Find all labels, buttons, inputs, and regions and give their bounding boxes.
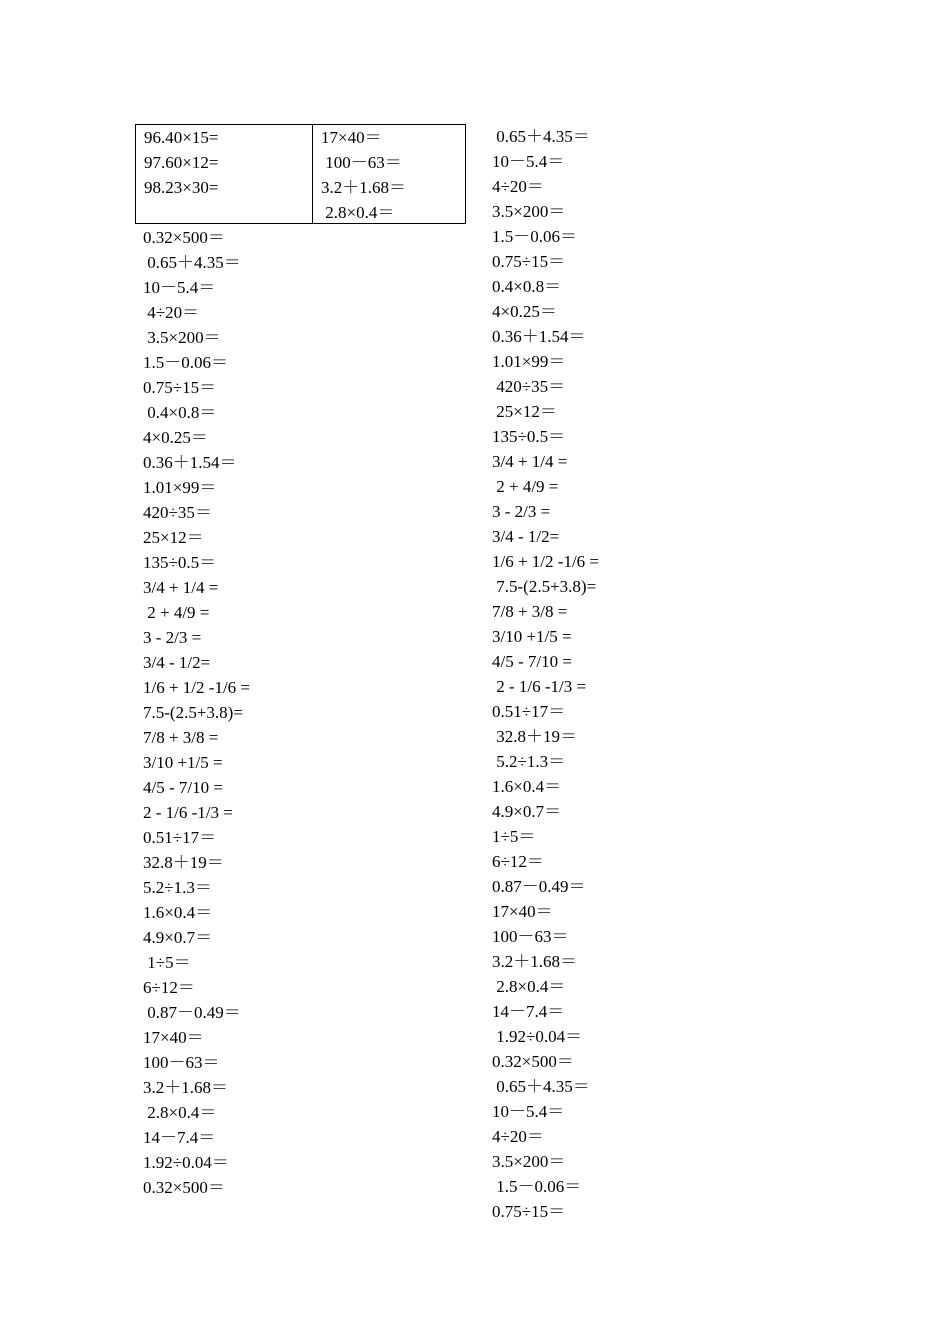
problem-line: 4×0.25＝ (492, 302, 557, 321)
problem-line: 4/5 - 7/10 = (143, 778, 223, 797)
problem-line: 4.9×0.7＝ (143, 928, 213, 947)
problem-line: 0.4×0.8＝ (143, 403, 217, 422)
problem-line: 3 - 2/3 = (492, 502, 551, 521)
problem-line: 0.75÷15＝ (492, 1202, 566, 1221)
problem-line: 2 + 4/9 = (492, 477, 559, 496)
problem-line: 3/4 - 1/2= (492, 527, 560, 546)
problem-line: 1÷5＝ (492, 827, 536, 846)
problem-line: 97.60×12= (144, 153, 219, 172)
problem-line: 25×12＝ (143, 528, 204, 547)
problem-line: 10－5.4＝ (492, 152, 565, 171)
problem-line: 7.5-(2.5+3.8)= (492, 577, 597, 596)
problem-line: 0.75÷15＝ (143, 378, 217, 397)
problem-table (135, 124, 466, 224)
problem-line: 3.5×200＝ (492, 1152, 566, 1171)
problem-line: 3/4 + 1/4 = (492, 452, 568, 471)
problem-line: 32.8＋19＝ (492, 727, 577, 746)
problem-line: 1÷5＝ (143, 953, 191, 972)
problem-line: 0.32×500＝ (143, 228, 225, 247)
problem-line: 2.8×0.4＝ (492, 977, 566, 996)
problem-line: 0.65＋4.35＝ (492, 127, 590, 146)
problem-line: 5.2÷1.3＝ (492, 752, 566, 771)
problem-line: 1/6 + 1/2 -1/6 = (143, 678, 251, 697)
table-right-cell (321, 125, 406, 225)
problem-line: 6÷12＝ (492, 852, 544, 871)
problem-line: 0.87－0.49＝ (143, 1003, 241, 1022)
problem-line: 5.2÷1.3＝ (143, 878, 212, 897)
table-left-cell (144, 125, 218, 200)
problem-line: 100－63＝ (143, 1053, 220, 1072)
problem-line: 7/8 + 3/8 = (143, 728, 219, 747)
problem-line: 7/8 + 3/8 = (492, 602, 568, 621)
problem-line: 1.6×0.4＝ (492, 777, 562, 796)
problem-line: 3 - 2/3 = (143, 628, 202, 647)
problem-line: 1.01×99＝ (143, 478, 217, 497)
problem-line: 1.92÷0.04＝ (143, 1153, 229, 1172)
table-divider (312, 125, 313, 223)
problem-line: 420÷35＝ (492, 377, 566, 396)
problem-line: 0.65＋4.35＝ (143, 253, 241, 272)
problem-line: 0.51÷17＝ (492, 702, 566, 721)
problem-line: 3.5×200＝ (143, 328, 221, 347)
problem-line: 4÷20＝ (492, 1127, 544, 1146)
problem-line: 10－5.4＝ (143, 278, 216, 297)
problem-line: 2 - 1/6 -1/3 = (143, 803, 233, 822)
problem-line: 2 + 4/9 = (143, 603, 210, 622)
problem-line: 4/5 - 7/10 = (492, 652, 572, 671)
problem-line: 4÷20＝ (492, 177, 544, 196)
problem-line: 17×40＝ (492, 902, 553, 921)
problem-line: 0.32×500＝ (143, 1178, 225, 1197)
problem-line: 135÷0.5＝ (143, 553, 217, 572)
problem-line: 1.92÷0.04＝ (492, 1027, 583, 1046)
problem-line: 0.75÷15＝ (492, 252, 566, 271)
problem-line: 3.2＋1.68＝ (321, 178, 406, 197)
problem-line: 14－7.4＝ (143, 1128, 216, 1147)
problem-line: 3/10 +1/5 = (143, 753, 223, 772)
problem-line: 17×40＝ (143, 1028, 204, 1047)
left-problem-column (143, 225, 250, 1200)
problem-line: 100－63＝ (492, 927, 569, 946)
problem-line: 2 - 1/6 -1/3 = (492, 677, 587, 696)
problem-line: 32.8＋19＝ (143, 853, 224, 872)
problem-line: 17×40＝ (321, 128, 382, 147)
problem-line: 1.5－0.06＝ (492, 1177, 582, 1196)
problem-line: 3/4 + 1/4 = (143, 578, 219, 597)
problem-line: 0.87－0.49＝ (492, 877, 586, 896)
problem-line: 4×0.25＝ (143, 428, 208, 447)
problem-line: 0.65＋4.35＝ (492, 1077, 590, 1096)
problem-line: 7.5-(2.5+3.8)= (143, 703, 243, 722)
problem-line: 3/10 +1/5 = (492, 627, 572, 646)
problem-line: 3.2＋1.68＝ (492, 952, 577, 971)
problem-line: 10－5.4＝ (492, 1102, 565, 1121)
problem-line: 98.23×30= (144, 178, 219, 197)
problem-line: 135÷0.5＝ (492, 427, 566, 446)
problem-line: 3.5×200＝ (492, 202, 566, 221)
problem-line: 100－63＝ (321, 153, 402, 172)
problem-line: 14－7.4＝ (492, 1002, 565, 1021)
problem-line: 0.36＋1.54＝ (492, 327, 586, 346)
problem-line: 3/4 - 1/2= (143, 653, 211, 672)
problem-line: 1.01×99＝ (492, 352, 566, 371)
problem-line: 1.6×0.4＝ (143, 903, 213, 922)
right-problem-column (492, 124, 599, 1224)
problem-line: 0.32×500＝ (492, 1052, 574, 1071)
problem-line: 6÷12＝ (143, 978, 195, 997)
problem-line: 96.40×15= (144, 128, 219, 147)
problem-line: 4.9×0.7＝ (492, 802, 562, 821)
problem-line: 0.51÷17＝ (143, 828, 217, 847)
problem-line: 2.8×0.4＝ (321, 203, 395, 222)
problem-line: 1.5－0.06＝ (492, 227, 577, 246)
problem-line: 1.5－0.06＝ (143, 353, 228, 372)
problem-line: 1/6 + 1/2 -1/6 = (492, 552, 600, 571)
problem-line: 0.4×0.8＝ (492, 277, 562, 296)
problem-line: 25×12＝ (492, 402, 557, 421)
problem-line: 0.36＋1.54＝ (143, 453, 237, 472)
problem-line: 3.2＋1.68＝ (143, 1078, 228, 1097)
problem-line: 4÷20＝ (143, 303, 200, 322)
problem-line: 2.8×0.4＝ (143, 1103, 217, 1122)
problem-line: 420÷35＝ (143, 503, 212, 522)
